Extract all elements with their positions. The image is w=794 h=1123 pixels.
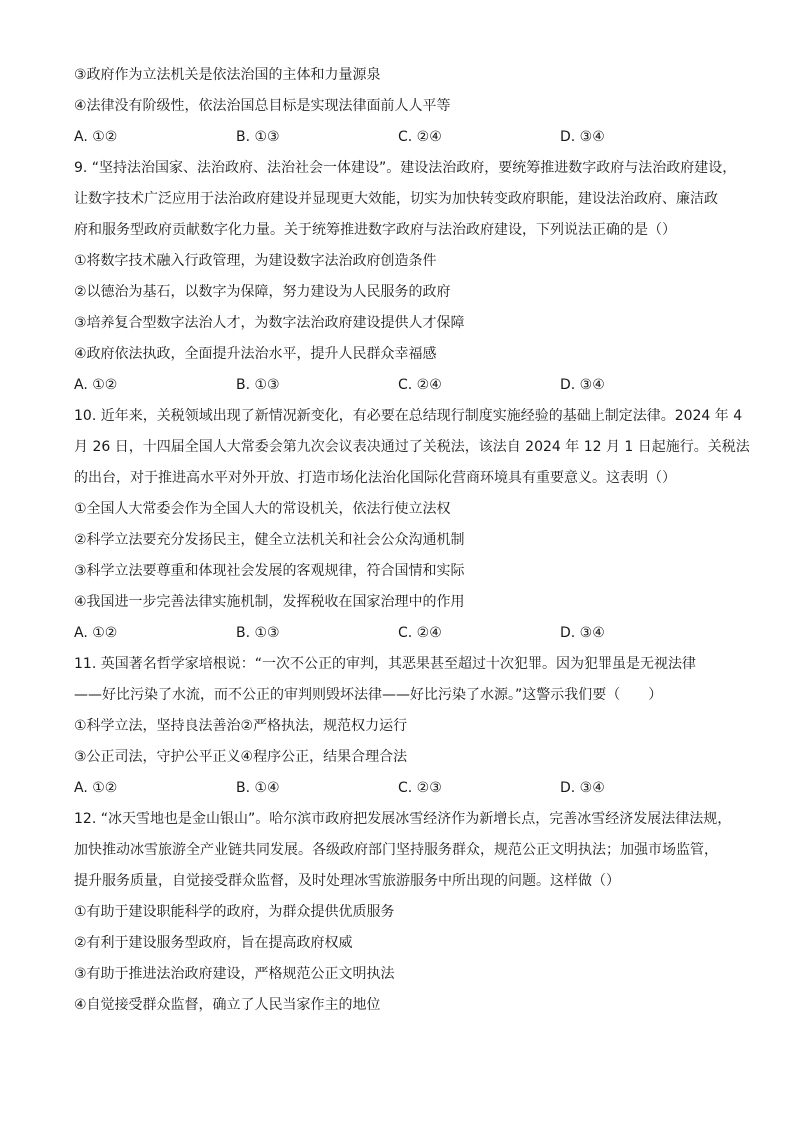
option-statement-1: ①将数字技术融入行政管理，为建设数字法治政府创造条件 [74,253,437,269]
choice-d: D. ③④ [560,377,605,393]
question-10 [74,401,750,649]
option-statement-1: ①有助于建设职能科学的政府，为群众提供优质服务 [74,904,395,920]
option-statement-2: ②以德治为基石，以数字为保障，努力建设为人民服务的政府 [74,284,451,300]
question-stem-line: 加快推动冰雪旅游全产业链共同发展。各级政府部门坚持服务群众，规范公正文明执法；加强市场监管， [74,842,718,858]
option-statement-3-4: ③公正司法，守护公平正义④程序公正，结果合理合法 [74,749,408,765]
question-stem-line: 的出台，对于推进高水平对外开放、打造市场化法治化国际化营商环境具有重要意义。这表明（） [74,470,676,486]
choice-c: C. ②④ [398,377,442,393]
option-statement-3: ③政府作为立法机关是依法治国的主体和力量源泉 [74,67,381,83]
choice-a: A. ①② [74,377,118,393]
question-stem-line: 11. 英国著名哲学家培根说：“一次不公正的审判，其恶果甚至超过十次犯罪。因为犯罪虽是无视法律 [74,656,696,672]
question-stem-line: 9. “坚持法治国家、法治政府、法治社会一体建设”。建设法治政府，要统筹推进数字政府与法治政府建设， [74,160,737,176]
answer-choices [74,618,734,649]
question-12 [74,804,734,1021]
choice-a: A. ①② [74,129,118,145]
question-stem-line: ——好比污染了水流，而不公正的审判则毁坏法律——好比污染了水源。”这警示我们要（ ） [74,687,663,703]
option-statement-2: ②科学立法要充分发扬民主，健全立法机关和社会公众沟通机制 [74,532,465,548]
question-stem-line: 12. “冰天雪地也是金山银山”。哈尔滨市政府把发展冰雪经济作为新增长点，完善冰雪经济发展法律法规， [74,811,732,827]
choice-d: D. ③④ [560,625,605,641]
question-stem-line: 府和服务型政府贡献数字化力量。关于统筹推进数字政府与法治政府建设，下列说法正确的是（） [74,222,676,238]
question-9 [74,153,737,401]
choice-b: B. ①④ [236,780,280,796]
option-statement-1-2: ①科学立法，坚持良法善治②严格执法，规范权力运行 [74,718,408,734]
option-statement-4: ④我国进一步完善法律实施机制，发挥税收在国家治理中的作用 [74,594,465,610]
option-statement-4: ④自觉接受群众监督，确立了人民当家作主的地位 [74,997,381,1013]
option-statement-3: ③科学立法要尊重和体现社会发展的客观规律，符合国情和实际 [74,563,465,579]
choice-b: B. ①③ [236,377,280,393]
choice-c: C. ②④ [398,625,442,641]
answer-choices [74,773,734,804]
question-stem-line: 10. 近年来，关税领域出现了新情况新变化，有必要在总结现行制度实施经验的基础上制定法律。2024 年 4 [74,408,743,424]
option-statement-4: ④政府依法执政，全面提升法治水平，提升人民群众幸福感 [74,346,437,362]
choice-c: C. ②③ [398,780,442,796]
option-statement-1: ①全国人大常委会作为全国人大的常设机关，依法行使立法权 [74,501,451,517]
option-statement-3: ③培养复合型数字法治人才，为数字法治政府建设提供人才保障 [74,315,465,331]
choice-d: D. ③④ [560,780,605,796]
choice-a: A. ①② [74,625,118,641]
question-stem-line: 月 26 日，十四届全国人大常委会第九次会议表决通过了关税法，该法自 2024 年 12 月 1 日起施行。关税法 [74,439,750,455]
question-stem-line: 提升服务质量，自觉接受群众监督，及时处理冰雪旅游服务中所出现的问题。这样做（） [74,873,620,889]
question-stem-line: 让数字技术广泛应用于法治政府建设并显现更大效能，切实为加快转变政府职能，建设法治政府、廉洁政 [74,191,718,207]
answer-choices [74,370,734,401]
choice-d: D. ③④ [560,129,605,145]
choice-b: B. ①③ [236,129,280,145]
choice-c: C. ②④ [398,129,442,145]
answer-choices [74,122,734,153]
exam-page [74,60,750,1021]
choice-b: B. ①③ [236,625,280,641]
option-statement-3: ③有助于推进法治政府建设，严格规范公正文明执法 [74,966,395,982]
choice-a: A. ①② [74,780,118,796]
option-statement-4: ④法律没有阶级性，依法治国总目标是实现法律面前人人平等 [74,98,451,114]
question-8 [74,60,734,153]
question-11 [74,649,734,804]
option-statement-2: ②有利于建设服务型政府，旨在提高政府权威 [74,935,353,951]
